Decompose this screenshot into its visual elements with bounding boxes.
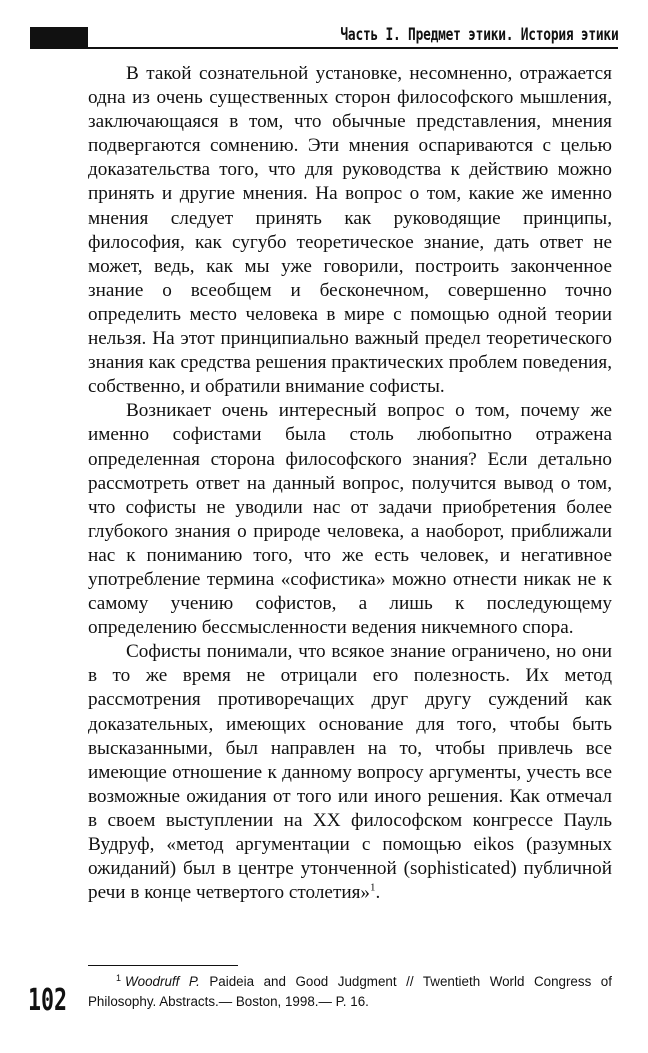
- running-header: Часть I. Предмет этики. История этики: [339, 25, 618, 44]
- page-number: 102: [28, 983, 68, 1018]
- footnote-rule: [88, 965, 238, 966]
- paragraph-1: В такой сознательной установке, несомненно, отражается одна из очень существенных сторон философского мышления, заключающаяся в том, что обычные представления, мнения подвергаются сомнению. Эти мнения оспариваются с целью доказательства того, что для руководства к действию можно принять и другие мнения. На вопрос о том, какие же именно мнения следует принять как руководящие принципы, философия, как сугубо теоретическое знание, дать ответ не может, ведь, как мы уже говорили, построить законченное знание о всеобщем и бесконечном, совершенно точно определить место человека в мире с помощью одной теории нельзя. На этот принципиально важный предел теоретического знания как средства решения практических проблем поведения, собственно, и обратили внимание софисты.: [88, 63, 612, 398]
- paragraph-3-text: Софисты понимали, что всякое знание ограничено, но они в то же время не отрицали его полезность. Их метод рассмотрения противоречащих друг другу суждений как доказательных, имеющих основание для того, чтобы быть высказанными, был направлен на то, чтобы привлечь все имеющие отношение к данному вопросу аргументы, учесть все возможные ожидания от того или иного решения. Как отмечал в своем выступлении на XX философском конгрессе Пауль Вудруф, «метод аргументации с помощью eikos (разумных ожиданий) был в центре утонченной (sophisticated) публичной речи в конце четвертого столетия»: [88, 641, 612, 904]
- footnote: [88, 972, 612, 1012]
- paragraph-3: Софисты понимали, что всякое знание ограничено, но они в то же время не отрицали его полезность. Их метод рассмотрения противоречащих друг другу суждений как доказательных, имеющих основание для того, чтобы быть высказанными, был направлен на то, чтобы привлечь все имеющие отношение к данному вопросу аргументы, учесть все возможные ожидания от того или иного решения. Как отмечал в своем выступлении на XX философском конгрессе Пауль Вудруф, «метод аргументации с помощью eikos (разумных ожиданий) был в центре утонченной (sophisticated) публичной речи в конце четвертого столетия»$^1$.: [88, 641, 612, 904]
- footnote-marker: 1: [116, 972, 122, 983]
- body-text: [88, 62, 612, 905]
- footnote-reference: 1: [370, 881, 376, 894]
- footnote-author: Woodruff P.: [125, 974, 200, 989]
- header-black-bar: [30, 27, 88, 48]
- header-rule: [30, 47, 618, 49]
- footnote-text: Paideia and Good Judgment // Twentieth World Congress of Philosophy. Abstracts.— Boston, 1998.— P. 16.: [88, 974, 612, 1009]
- paragraph-2: Возникает очень интересный вопрос о том, почему же именно софистами была столь любопытно отражена определенная сторона философского знания? Если детально рассмотреть ответ на данный вопрос, получится вывод о том, что софисты не уводили нас от задачи приобретения более глубокого знания о природе человека, а наоборот, приближали нас к пониманию того, что же есть человек, и негативное употребление термина «софистика» можно отнести никак не к самому учению софистов, а лишь к последующему определению бессмысленности ведения никчемного спора.: [88, 400, 612, 639]
